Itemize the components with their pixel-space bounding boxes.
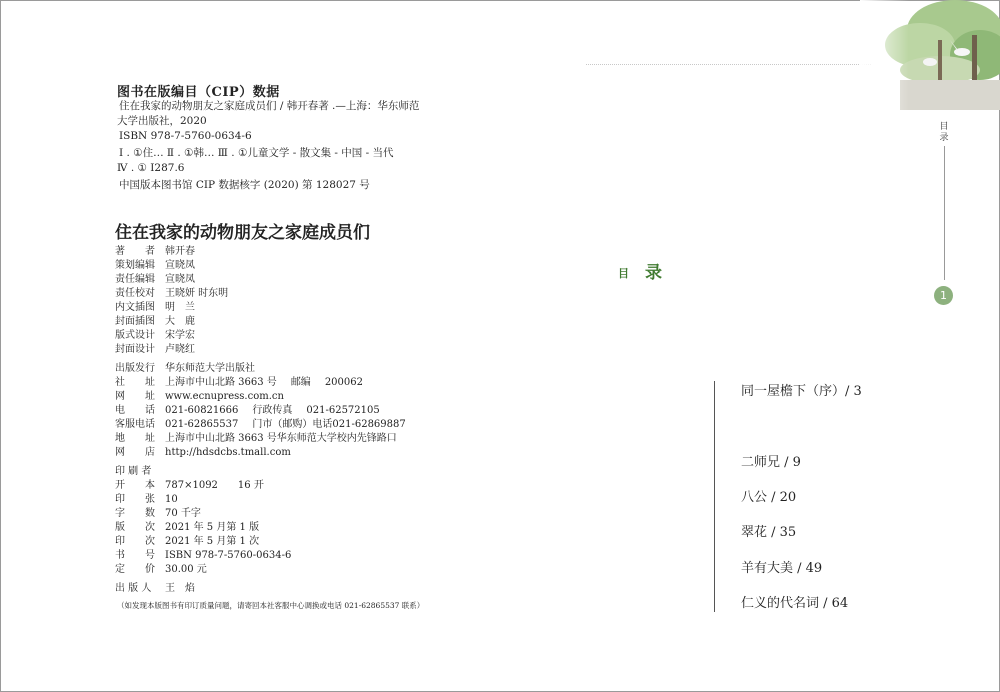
quality-note: （如发现本版图书有印订质量问题，请寄回本社客服中心调换或电话 021-62865537 联系） <box>117 601 425 610</box>
toc-title-char: 录 <box>645 263 662 283</box>
credit-row: 内文插图 明 兰 <box>115 302 195 313</box>
cip-line: Ⅰ . ①住… Ⅱ . ①韩… Ⅲ . ①儿童文学 - 散文集 - 中国 - 当代 <box>119 147 394 159</box>
publisher-person-row: 出 版 人 王 焰 <box>115 583 195 594</box>
page-number-badge: 1 <box>934 286 953 305</box>
cip-title: 图书在版编目（CIP）数据 <box>117 85 280 100</box>
printing-row: 书 号 ISBN 978-7-5760-0634-6 <box>115 550 292 561</box>
toc-title-char: 目 <box>618 267 629 280</box>
printing-row: 字 数 70 千字 <box>115 508 201 519</box>
cip-line: 大学出版社，2020 <box>117 115 207 127</box>
toc-item[interactable]: 仁义的代名词 / 64 <box>741 596 849 611</box>
credit-row: 封面设计 卢晓红 <box>115 344 195 355</box>
toc-item[interactable]: 八公 / 20 <box>741 490 797 505</box>
credit-row: 责任校对 王晓妍 时东明 <box>115 288 229 299</box>
header-rule <box>586 64 871 65</box>
printing-row: 印 张 10 <box>115 494 178 505</box>
publisher-row: 网 址 www.ecnupress.com.cn <box>115 391 284 402</box>
credit-row: 策划编辑 宣晓凤 <box>115 260 195 271</box>
publisher-row: 客服电话 021-62865537 门市（邮购）电话021-62869887 <box>115 419 406 430</box>
side-vertical-rule <box>944 146 945 280</box>
publisher-row: 地 址 上海市中山北路 3663 号华东师范大学校内先锋路口 <box>115 433 397 444</box>
publisher-row: 出版发行 华东师范大学出版社 <box>115 363 255 374</box>
credit-row: 版式设计 宋学宏 <box>115 330 195 341</box>
printing-row: 定 价 30.00 元 <box>115 564 207 575</box>
publisher-row: 社 址 上海市中山北路 3663 号 邮编 200062 <box>115 377 363 388</box>
printing-row: 印 刷 者 <box>115 466 152 477</box>
credit-row: 著 者 韩开春 <box>115 246 195 257</box>
credit-row: 责任编辑 宣晓凤 <box>115 274 195 285</box>
credit-row: 封面插图 大 鹿 <box>115 316 195 327</box>
printing-row: 开 本 787×1092 16 开 <box>115 480 264 491</box>
toc-title <box>618 258 662 283</box>
printing-row: 版 次 2021 年 5 月第 1 版 <box>115 522 260 533</box>
cip-line: Ⅳ . ① I287.6 <box>117 162 185 174</box>
cip-line: 中国版本图书馆 CIP 数据核字 (2020) 第 128027 号 <box>119 179 370 191</box>
cip-line: ISBN 978-7-5760-0634-6 <box>119 130 252 142</box>
toc-item[interactable]: 同一屋檐下（序）/ 3 <box>741 384 862 399</box>
publisher-row: 电 话 021-60821666 行政传真 021-62572105 <box>115 405 380 416</box>
toc-item[interactable]: 翠花 / 35 <box>741 525 797 540</box>
cip-line: 住在我家的动物朋友之家庭成员们 / 韩开春著 .—上海：华东师范 <box>119 100 420 112</box>
toc-vertical-rule <box>714 381 715 612</box>
toc-item[interactable]: 二师兄 / 9 <box>741 455 801 470</box>
printing-row: 印 次 2021 年 5 月第 1 次 <box>115 536 260 547</box>
trees-and-doves-illustration <box>860 0 1000 110</box>
publisher-row: 网 店 http://hdsdcbs.tmall.com <box>115 447 291 458</box>
toc-item[interactable]: 羊有大美 / 49 <box>741 561 823 576</box>
book-title: 住在我家的动物朋友之家庭成员们 <box>115 223 370 243</box>
toc-side-label: 目录 <box>939 122 949 143</box>
